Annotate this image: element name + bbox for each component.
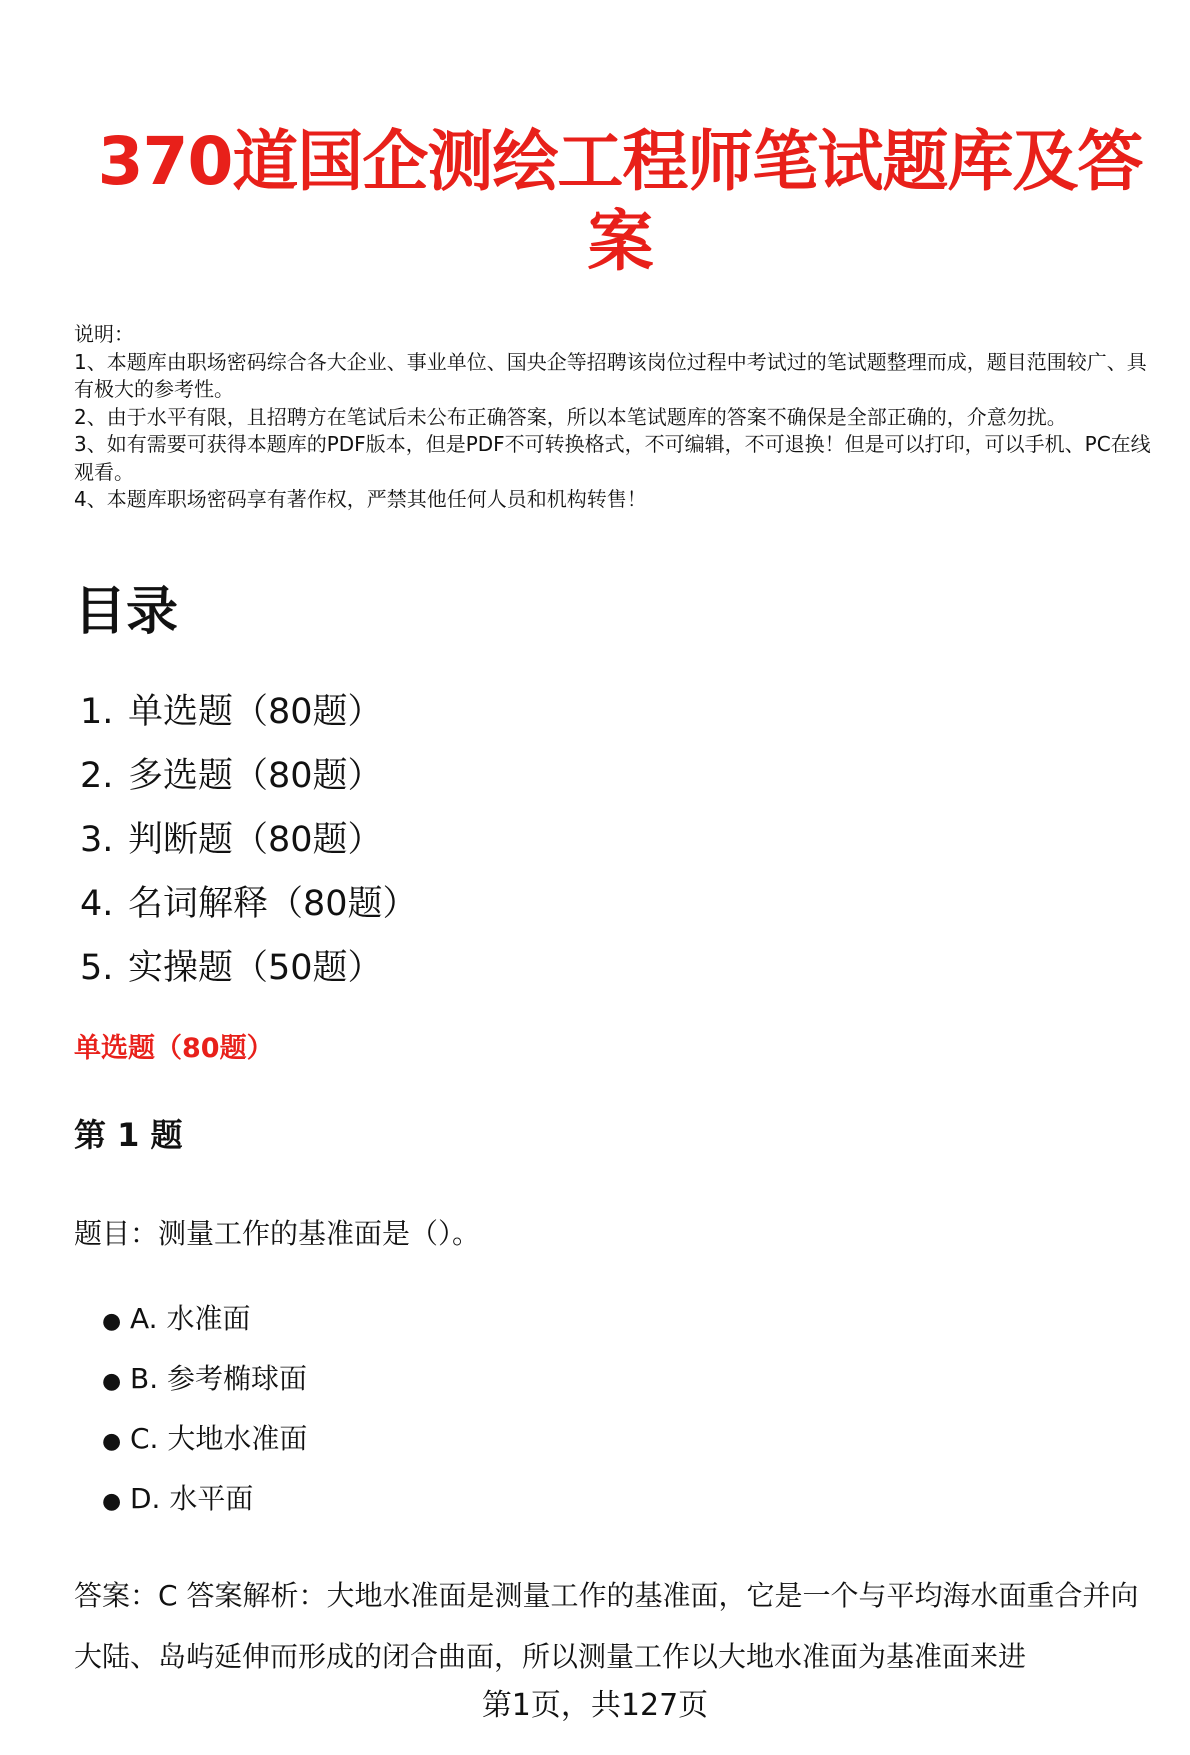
page-footer: 第1页，共127页: [481, 1688, 709, 1723]
bullet-icon: ●: [102, 1489, 122, 1514]
option-item: [102, 1469, 307, 1529]
bullet-icon: ●: [102, 1309, 122, 1334]
option-label: B. 参考椭球面: [130, 1362, 308, 1395]
bullet-icon: ●: [102, 1429, 122, 1454]
section-heading: 单选题（80题）: [74, 1033, 274, 1064]
toc-item-number: 3.: [80, 820, 114, 860]
bullet-icon: ●: [102, 1369, 122, 1394]
option-label: A. 水准面: [130, 1302, 251, 1335]
toc-item-label: 判断题（80题）: [128, 820, 383, 860]
toc-heading: 目录: [74, 582, 179, 642]
note-item: 1、本题库由职场密码综合各大企业、事业单位、国央企等招聘该岗位过程中考试过的笔试题整理而成，题目范围较广、具有极大的参考性。: [74, 349, 1147, 401]
answer-explanation: 答案：C 答案解析：大地水准面是测量工作的基准面，它是一个与平均海水面重合并向大陆、岛屿延伸而形成的闭合曲面，所以测量工作以大地水准面为基准面来进: [74, 1579, 1139, 1673]
toc-item-label: 多选题（80题）: [128, 756, 383, 796]
notes-block: [74, 321, 1154, 514]
toc-item[interactable]: [80, 872, 418, 936]
document-title-line1: 370道国企测绘工程师笔试题库及答: [97, 123, 1143, 200]
toc-item[interactable]: [80, 680, 418, 744]
note-item: 3、如有需要可获得本题库的PDF版本，但是PDF不可转换格式，不可编辑，不可退换！但是可以打印，可以手机、PC在线观看。: [74, 432, 1151, 484]
toc-item-label: 实操题（50题）: [128, 948, 383, 988]
option-label: D. 水平面: [130, 1482, 254, 1515]
question-stem: 题目：测量工作的基准面是（）。: [74, 1217, 481, 1250]
option-item: [102, 1349, 307, 1409]
option-label: C. 大地水准面: [130, 1422, 308, 1455]
note-item: 4、本题库职场密码享有著作权，严禁其他任何人员和机构转售！: [74, 487, 647, 511]
option-item: [102, 1289, 307, 1349]
toc-item-number: 5.: [80, 948, 114, 988]
table-of-contents: [80, 680, 418, 1000]
question-title: 第 1 题: [74, 1116, 183, 1154]
toc-item-number: 4.: [80, 884, 114, 924]
answer-options: [102, 1289, 307, 1529]
note-item: 2、由于水平有限，且招聘方在笔试后未公布正确答案，所以本笔试题库的答案不确保是全部正确的，介意勿扰。: [74, 404, 1067, 429]
toc-item-number: 1.: [80, 692, 114, 732]
notes-label: 说明：: [74, 322, 134, 346]
toc-item[interactable]: [80, 744, 418, 808]
toc-item[interactable]: [80, 936, 418, 1000]
toc-item-number: 2.: [80, 756, 114, 796]
toc-item-label: 单选题（80题）: [128, 692, 383, 732]
toc-item[interactable]: [80, 808, 418, 872]
document-title-line2: 案: [587, 203, 653, 280]
toc-item-label: 名词解释（80题）: [128, 884, 418, 924]
option-item: [102, 1409, 307, 1469]
